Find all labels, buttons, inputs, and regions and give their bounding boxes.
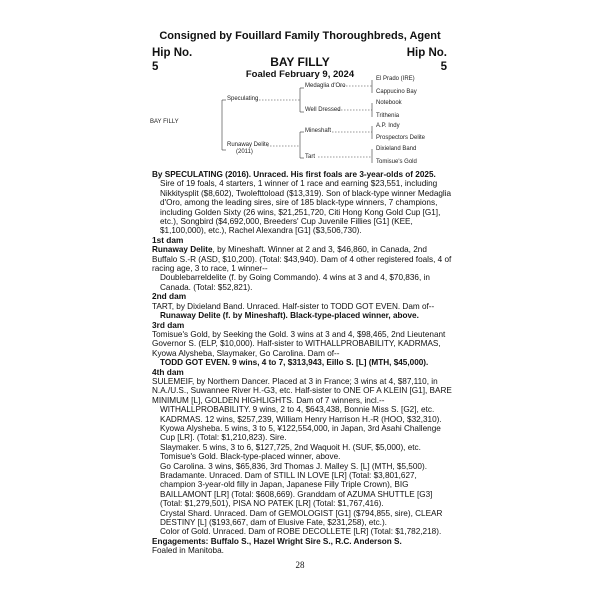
fourth-dam-winner: Kyowa Alysheba. 5 wins, 3 to 5, ¥122,554,000, in Japan, 3rd Asahi Challenge Cup [LR]. (Total: $1,210,823). Sire.: [160, 423, 441, 443]
fourth-dam-winner: Go Carolina. 3 wins, $65,836, 3rd Thomas J. Malley S. [L] (MTH, $5,500).: [160, 461, 427, 471]
first-dam-heading: 1st dam: [152, 234, 184, 245]
pedigree-g6: Prospectors Delite: [376, 135, 426, 141]
pedigree-dam: Runaway Delite: [227, 142, 270, 148]
consignor-line: Consigned by Fouillard Family Thoroughbreds, Agent: [159, 30, 441, 42]
engagements: [152, 537, 452, 546]
second-dam-entry: TART, by Dixieland Band. Unraced. Half-sister to TODD GOT EVEN. Dam of--: [152, 301, 435, 311]
hip-value-right: 5: [440, 61, 447, 73]
pedigree-g1: El Prado (IRE): [376, 76, 415, 82]
catalogue-body: [152, 170, 452, 556]
pedigree-subject: BAY FILLY: [150, 119, 179, 125]
page-title: BAY FILLY: [270, 55, 330, 69]
third-dam-heading: 3rd dam: [152, 319, 185, 330]
first-dam-produce: Doublebarreldelite (f. by Going Commando). 4 wins at 3 and 4, $70,836, in Canada. (Total: $52,821).: [160, 273, 430, 292]
third-dam-entry: Tomisue's Gold, by Seeking the Gold. 3 wins at 3 and 4, $98,465, 2nd Lieutenant Governor S. (ELP, $10,000). Half-sister to WITHALLPROBABILITY, KADRMAS, Kyowa Alysheba, Slaymaker, Go Carolina. Dam of--: [152, 329, 446, 358]
foaled-in: Foaled in Manitoba.: [152, 546, 224, 556]
fourth-dam-winner: Color of Gold. Unraced. Dam of ROBE DECOLLETE [LR] (Total: $1,782,218).: [160, 527, 442, 537]
fourth-dam-winner: Tomisue's Gold. Black-type-placed winner, above.: [160, 452, 341, 462]
pedigree-dam-sire: Mineshaft: [305, 128, 332, 134]
fourth-dam-winner: Slaymaker. 5 wins, 3 to 6, $127,725, 2nd Waquoit H. (SUF, $5,000), etc.: [160, 442, 421, 452]
fourth-dam-winner: Crystal Shard. Unraced. Dam of GEMOLOGIST [G1] ($794,855, sire), CLEAR DESTINY [L] ($193,667, dam of Elusive Fate, $231,258), etc.).: [160, 508, 443, 528]
fourth-dam-winner: WITHALLPROBABILITY. 9 wins, 2 to 4, $643,438, Bonnie Miss S. [G2], etc.: [160, 405, 435, 415]
engagements-text: Buffalo S., Hazel Wright Sire S., R.C. Anderson S.: [210, 536, 402, 546]
pedigree-dam-dam: Tart: [305, 154, 316, 160]
sire-summary: By SPECULATING (2016). Unraced. His first foals are 3-year-olds of 2025.: [152, 170, 436, 179]
engagements-label: Engagements:: [152, 536, 209, 546]
second-dam-heading: 2nd dam: [152, 291, 187, 302]
fourth-dam-winner: Bradamante. Unraced. Dam of STILL IN LOVE [LR] (Total: $3,801,627, champion 3-year-old filly in Japan, Japanese Filly Triple Crown), BIG BAILLAMONT [LR] (Total: $608,669). Granddam of AZUMA SHUTTLE [G3] (Total: $1,279,501), PISA NO PATEK [LR] (Total: $1,767,416).: [160, 471, 433, 509]
pedigree-g4: Trithenia: [376, 113, 400, 119]
fourth-dam-entry: SULEMEIF, by Northern Dancer. Placed at 3 in France; 3 wins at 4, $87,110, in N.A./U.S., Suwannee River H.-G3, etc. Half-sister to ONE OF A KLEIN [G1], BARE MINIMUM [L], GOLDEN HIGHLIGHTS. Dam of 7 winners, incl.--: [152, 376, 452, 405]
pedigree-sire-sire: Medaglia d'Oro: [305, 83, 346, 89]
pedigree-g8: Tomisue's Gold: [376, 159, 417, 165]
hip-label-left: Hip No.: [152, 47, 193, 59]
second-dam-produce: Runaway Delite (f. by Mineshaft). Black-type-placed winner, above.: [160, 311, 419, 321]
pedigree-g3: Notebook: [376, 100, 402, 106]
pedigree-sire-dam: Well Dressed: [305, 107, 341, 113]
pedigree-g7: Dixieland Band: [376, 146, 417, 152]
sire-record: Sire of 19 foals, 4 starters, 1 winner of 1 race and earning $23,551, including Nikkitysplit ($8,602), Twolefttoload ($13,319). Son of black-type winner Medaglia d'Oro, among the leading sires, sire of 185 black-type winners, 7 champions, including Golden Sixty (26 wins, $21,251,720, Citi Hong Kong Gold Cup [G1], etc.), Songbird ($4,692,000, Breeders' Cup Juvenile Fillies [G1] (KEE, $1,100,000), etc.), Rachel Alexandra [G1] ($3,506,730).: [160, 179, 452, 236]
first-dam-text: , by Mineshaft. Winner at 2 and 3, $46,860, in Canada, 2nd Buffalo S.-R (ASD, $10,200). (Total: $43,940). Dam of 4 other registered foals, 4 of racing age, 3 to race, 1 winner--: [152, 245, 452, 274]
third-dam-produce: TODD GOT EVEN. 9 wins, 4 to 7, $313,943, Eillo S. [L] (MTH, $45,000).: [160, 358, 429, 368]
hip-value-left: 5: [152, 61, 159, 73]
page-number: 28: [295, 560, 305, 570]
pedigree-dam-year: (2011): [236, 149, 253, 155]
foaled-date: Foaled February 9, 2024: [245, 69, 355, 80]
first-dam-name: Runaway Delite: [152, 245, 213, 255]
fourth-dam-winner: KADRMAS. 12 wins, $257,239, William Henry Harrison H.-R (HOO, $32,310).: [160, 414, 442, 424]
first-dam-entry: [152, 245, 452, 273]
pedigree-g2: Cappucino Bay: [376, 89, 417, 95]
pedigree-sire: Speculating: [227, 96, 259, 102]
hip-label-right: Hip No.: [406, 47, 447, 59]
pedigree-g5: A.P. Indy: [376, 123, 400, 129]
fourth-dam-heading: 4th dam: [152, 366, 184, 377]
